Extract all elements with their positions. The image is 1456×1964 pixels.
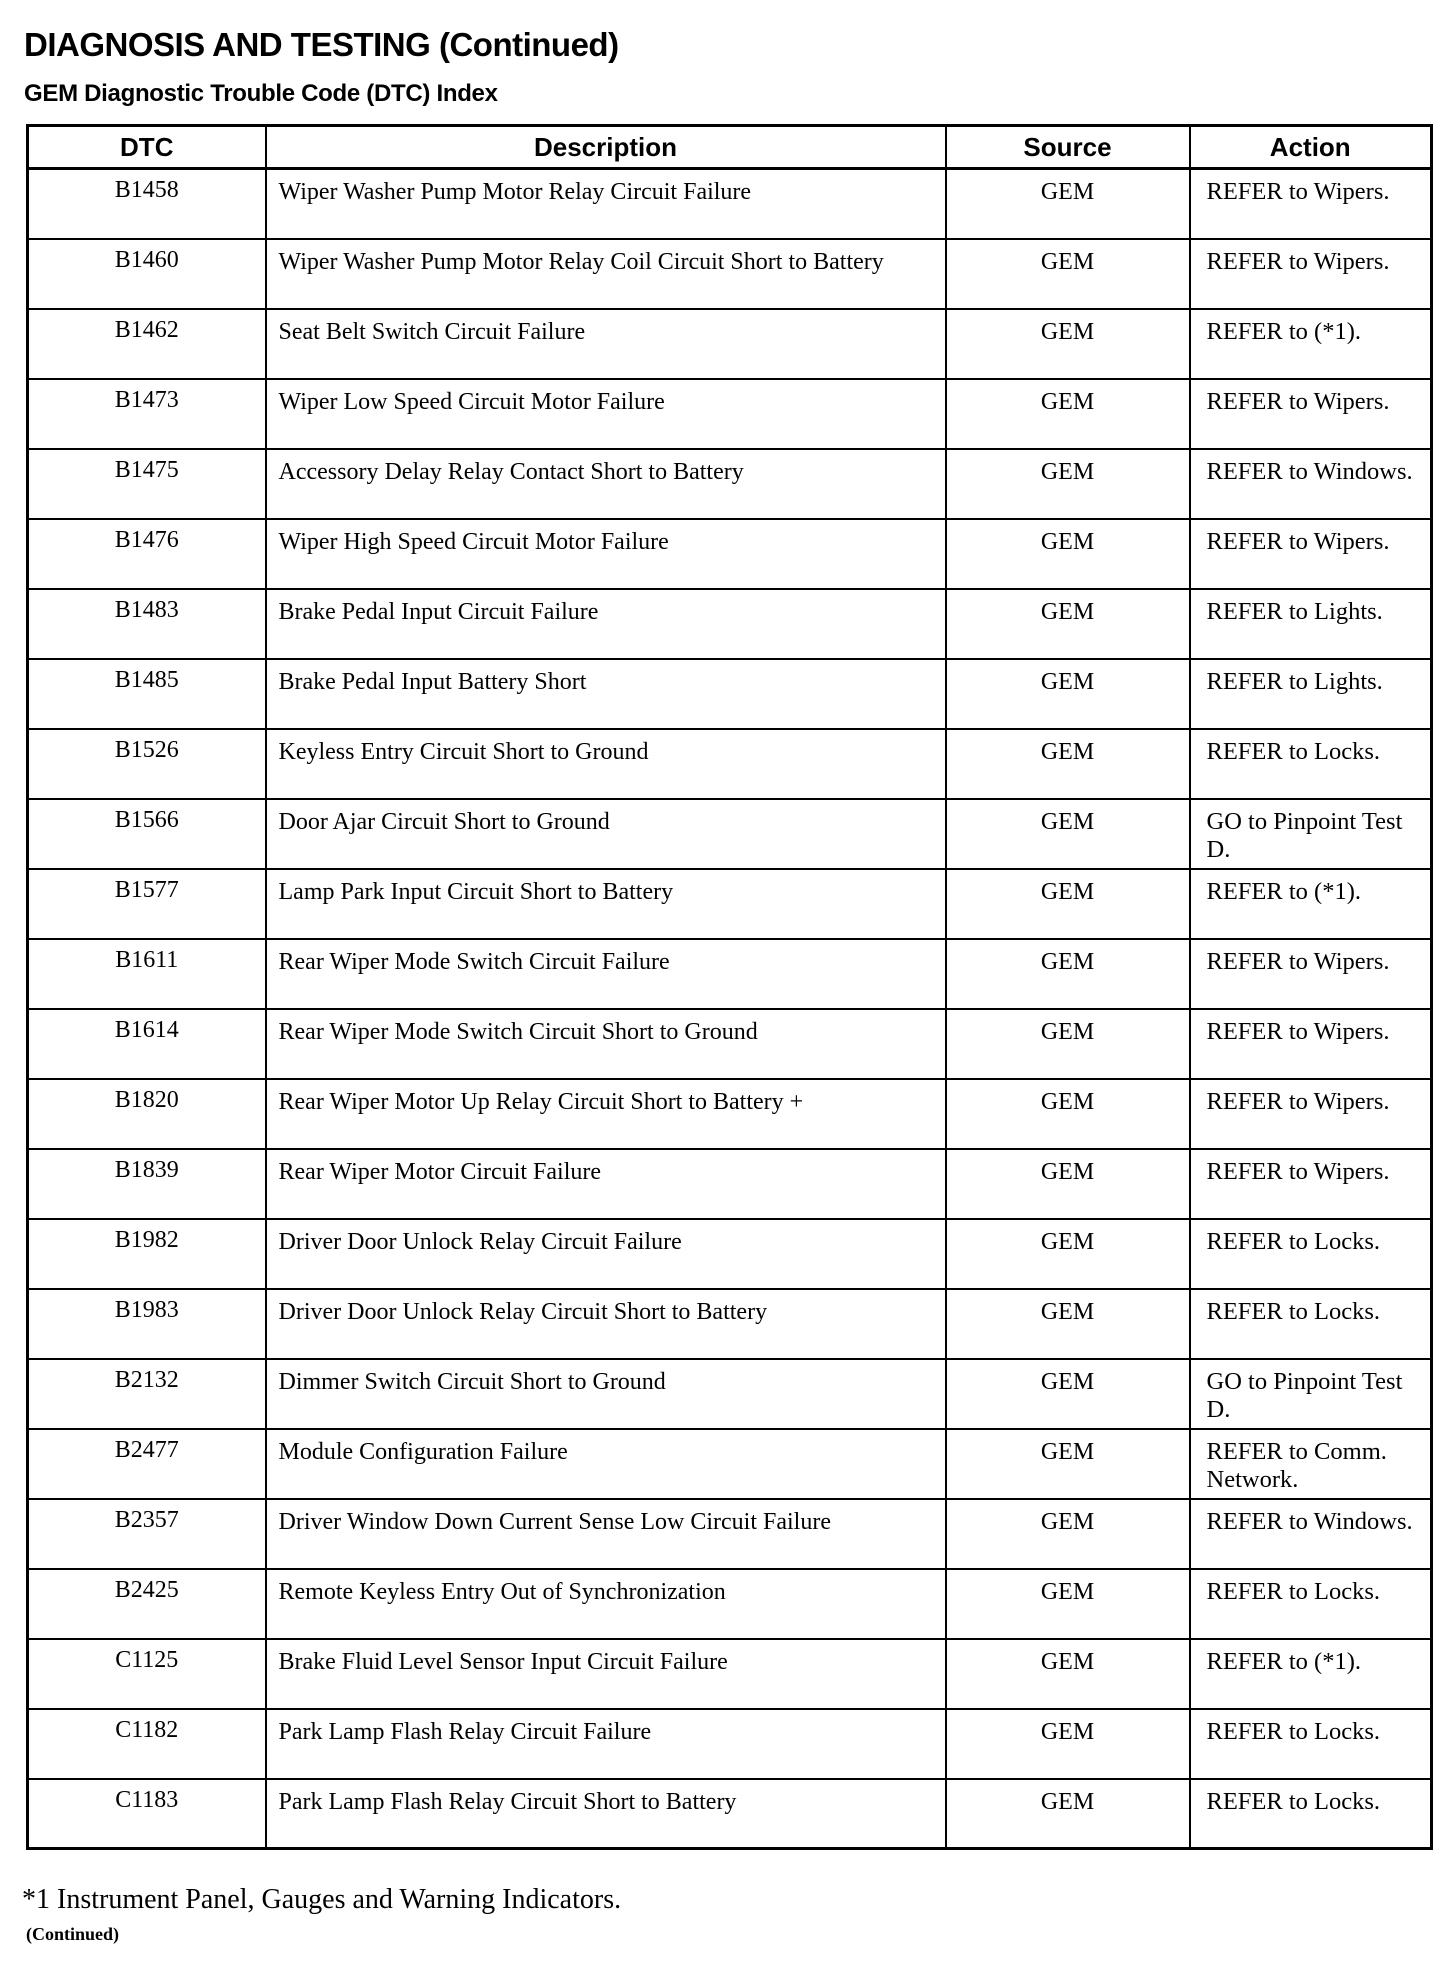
dtc-action: REFER to (*1). — [1190, 1639, 1432, 1709]
dtc-description: Wiper Low Speed Circuit Motor Failure — [266, 379, 946, 449]
dtc-action: REFER to Locks. — [1190, 1709, 1432, 1779]
dtc-action: REFER to Wipers. — [1190, 1149, 1432, 1219]
dtc-source: GEM — [946, 1779, 1190, 1849]
dtc-code: B1614 — [28, 1009, 266, 1079]
dtc-code: B1983 — [28, 1289, 266, 1359]
dtc-action: REFER to Windows. — [1190, 1499, 1432, 1569]
dtc-code: B1483 — [28, 589, 266, 659]
dtc-source: GEM — [946, 589, 1190, 659]
dtc-action: REFER to Wipers. — [1190, 379, 1432, 449]
dtc-action: REFER to Locks. — [1190, 1779, 1432, 1849]
dtc-code: B2425 — [28, 1569, 266, 1639]
dtc-description: Door Ajar Circuit Short to Ground — [266, 799, 946, 869]
dtc-description: Dimmer Switch Circuit Short to Ground — [266, 1359, 946, 1429]
dtc-description: Driver Door Unlock Relay Circuit Short to Battery — [266, 1289, 946, 1359]
dtc-description: Brake Pedal Input Circuit Failure — [266, 589, 946, 659]
dtc-description: Keyless Entry Circuit Short to Ground — [266, 729, 946, 799]
dtc-action: REFER to Wipers. — [1190, 1079, 1432, 1149]
dtc-action: REFER to Wipers. — [1190, 519, 1432, 589]
dtc-description: Wiper Washer Pump Motor Relay Coil Circuit Short to Battery — [266, 239, 946, 309]
table-row — [28, 1779, 1432, 1849]
dtc-description: Rear Wiper Mode Switch Circuit Failure — [266, 939, 946, 1009]
dtc-source: GEM — [946, 869, 1190, 939]
dtc-source: GEM — [946, 169, 1190, 239]
dtc-code: B1820 — [28, 1079, 266, 1149]
table-row — [28, 1709, 1432, 1779]
dtc-code: B1462 — [28, 309, 266, 379]
dtc-source: GEM — [946, 729, 1190, 799]
dtc-description: Brake Fluid Level Sensor Input Circuit Failure — [266, 1639, 946, 1709]
table-row — [28, 1219, 1432, 1289]
dtc-description: Accessory Delay Relay Contact Short to Battery — [266, 449, 946, 519]
table-row — [28, 1289, 1432, 1359]
dtc-description: Seat Belt Switch Circuit Failure — [266, 309, 946, 379]
table-row — [28, 1009, 1432, 1079]
dtc-source: GEM — [946, 1499, 1190, 1569]
dtc-source: GEM — [946, 379, 1190, 449]
table-row — [28, 939, 1432, 1009]
dtc-code: B1577 — [28, 869, 266, 939]
dtc-action: REFER to Locks. — [1190, 729, 1432, 799]
dtc-source: GEM — [946, 939, 1190, 1009]
dtc-action: REFER to (*1). — [1190, 869, 1432, 939]
dtc-source: GEM — [946, 1639, 1190, 1709]
dtc-action: REFER to Locks. — [1190, 1569, 1432, 1639]
dtc-code: C1183 — [28, 1779, 266, 1849]
dtc-action: REFER to Locks. — [1190, 1289, 1432, 1359]
dtc-action: REFER to Wipers. — [1190, 169, 1432, 239]
dtc-code: C1182 — [28, 1709, 266, 1779]
dtc-code: B1526 — [28, 729, 266, 799]
table-row — [28, 239, 1432, 309]
dtc-description: Wiper High Speed Circuit Motor Failure — [266, 519, 946, 589]
dtc-source: GEM — [946, 1009, 1190, 1079]
dtc-index-table — [26, 124, 1433, 1850]
dtc-action: REFER to Windows. — [1190, 449, 1432, 519]
table-row — [28, 1429, 1432, 1499]
table-row — [28, 1499, 1432, 1569]
table-row — [28, 1149, 1432, 1219]
table-row — [28, 729, 1432, 799]
dtc-description: Remote Keyless Entry Out of Synchronization — [266, 1569, 946, 1639]
table-row — [28, 169, 1432, 239]
table-body — [28, 169, 1432, 1849]
dtc-source: GEM — [946, 449, 1190, 519]
dtc-description: Driver Door Unlock Relay Circuit Failure — [266, 1219, 946, 1289]
table-row — [28, 379, 1432, 449]
dtc-action: REFER to Wipers. — [1190, 1009, 1432, 1079]
dtc-source: GEM — [946, 799, 1190, 869]
dtc-action: REFER to Locks. — [1190, 1219, 1432, 1289]
footnote: *1 Instrument Panel, Gauges and Warning Indicators. — [22, 1884, 622, 1915]
table-header-row — [28, 126, 1432, 169]
section-subtitle: GEM Diagnostic Trouble Code (DTC) Index — [24, 80, 498, 107]
dtc-source: GEM — [946, 1569, 1190, 1639]
column-header-description: Description — [266, 126, 946, 169]
dtc-code: B1460 — [28, 239, 266, 309]
dtc-description: Brake Pedal Input Battery Short — [266, 659, 946, 729]
dtc-description: Lamp Park Input Circuit Short to Battery — [266, 869, 946, 939]
dtc-action: REFER to Wipers. — [1190, 939, 1432, 1009]
dtc-action: REFER to Wipers. — [1190, 239, 1432, 309]
table-row — [28, 1079, 1432, 1149]
dtc-source: GEM — [946, 1429, 1190, 1499]
column-header-source: Source — [946, 126, 1190, 169]
table-row — [28, 1569, 1432, 1639]
table-row — [28, 799, 1432, 869]
dtc-source: GEM — [946, 659, 1190, 729]
dtc-code: B1839 — [28, 1149, 266, 1219]
table-row — [28, 1639, 1432, 1709]
dtc-code: C1125 — [28, 1639, 266, 1709]
dtc-code: B1476 — [28, 519, 266, 589]
dtc-description: Rear Wiper Motor Up Relay Circuit Short to Battery + — [266, 1079, 946, 1149]
dtc-action: REFER to Lights. — [1190, 589, 1432, 659]
dtc-source: GEM — [946, 239, 1190, 309]
dtc-source: GEM — [946, 309, 1190, 379]
column-header-action: Action — [1190, 126, 1432, 169]
table-row — [28, 519, 1432, 589]
dtc-code: B1473 — [28, 379, 266, 449]
dtc-action: GO to Pinpoint Test D. — [1190, 799, 1432, 869]
table-row — [28, 659, 1432, 729]
dtc-code: B1566 — [28, 799, 266, 869]
dtc-action: REFER to Comm. Network. — [1190, 1429, 1432, 1499]
table-row — [28, 589, 1432, 659]
dtc-source: GEM — [946, 1289, 1190, 1359]
dtc-code: B1485 — [28, 659, 266, 729]
table-row — [28, 869, 1432, 939]
dtc-description: Wiper Washer Pump Motor Relay Circuit Failure — [266, 169, 946, 239]
dtc-code: B1982 — [28, 1219, 266, 1289]
dtc-source: GEM — [946, 1149, 1190, 1219]
dtc-description: Module Configuration Failure — [266, 1429, 946, 1499]
dtc-source: GEM — [946, 519, 1190, 589]
table-row — [28, 449, 1432, 519]
dtc-source: GEM — [946, 1359, 1190, 1429]
dtc-description: Park Lamp Flash Relay Circuit Failure — [266, 1709, 946, 1779]
dtc-code: B2477 — [28, 1429, 266, 1499]
dtc-code: B2132 — [28, 1359, 266, 1429]
column-header-dtc: DTC — [28, 126, 266, 169]
dtc-code: B2357 — [28, 1499, 266, 1569]
table-row — [28, 309, 1432, 379]
dtc-source: GEM — [946, 1079, 1190, 1149]
page-title: DIAGNOSIS AND TESTING (Continued) — [24, 26, 619, 63]
dtc-description: Park Lamp Flash Relay Circuit Short to Battery — [266, 1779, 946, 1849]
dtc-code: B1458 — [28, 169, 266, 239]
dtc-action: REFER to (*1). — [1190, 309, 1432, 379]
dtc-action: GO to Pinpoint Test D. — [1190, 1359, 1432, 1429]
dtc-description: Rear Wiper Mode Switch Circuit Short to Ground — [266, 1009, 946, 1079]
dtc-source: GEM — [946, 1219, 1190, 1289]
dtc-description: Rear Wiper Motor Circuit Failure — [266, 1149, 946, 1219]
dtc-source: GEM — [946, 1709, 1190, 1779]
dtc-code: B1611 — [28, 939, 266, 1009]
dtc-action: REFER to Lights. — [1190, 659, 1432, 729]
dtc-description: Driver Window Down Current Sense Low Circuit Failure — [266, 1499, 946, 1569]
continued-note: (Continued) — [26, 1924, 120, 1944]
table-row — [28, 1359, 1432, 1429]
dtc-code: B1475 — [28, 449, 266, 519]
